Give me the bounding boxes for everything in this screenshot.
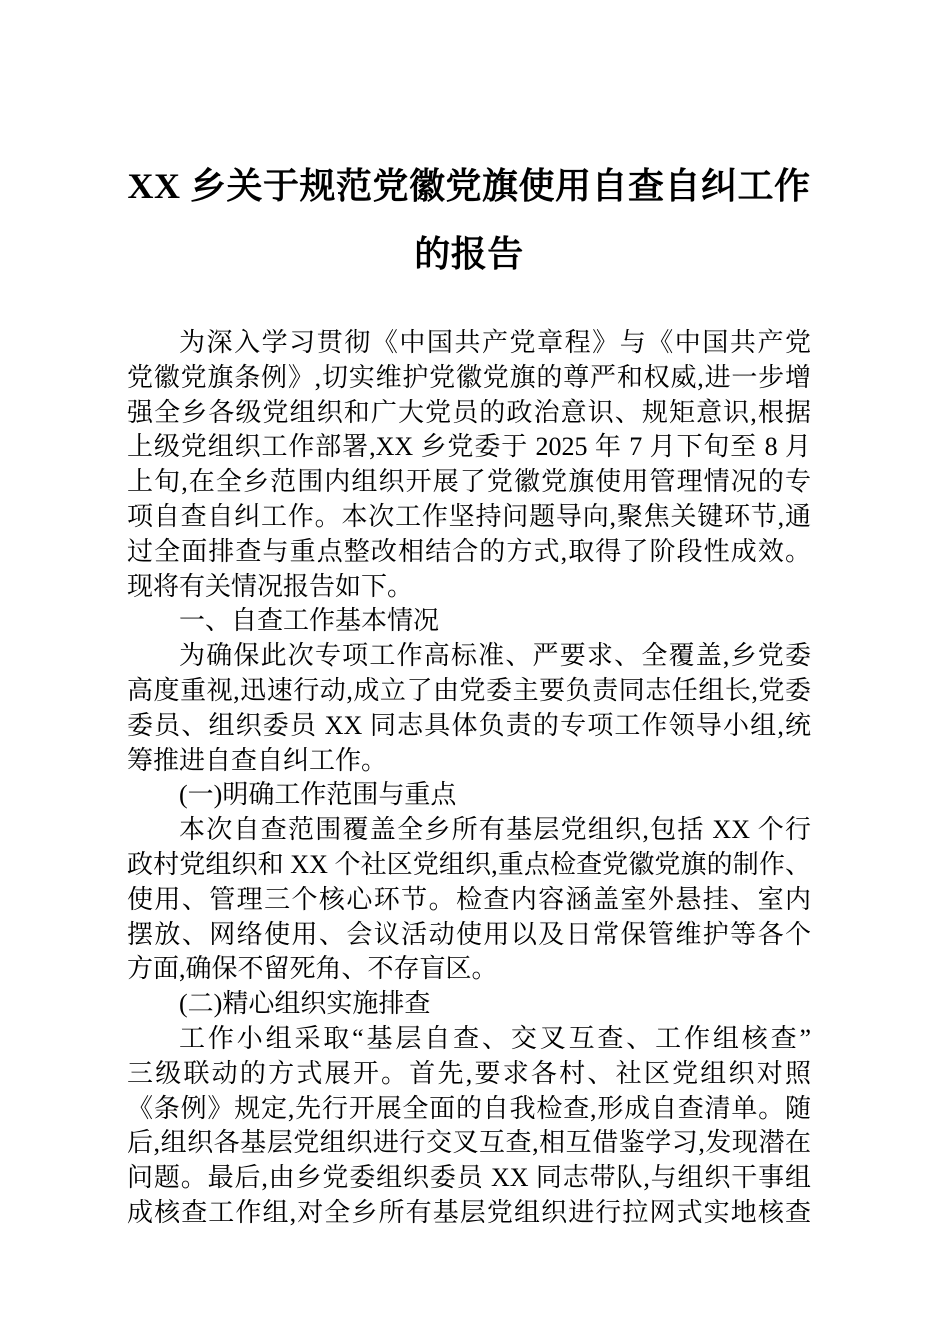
body-line: 筹推进自查自纠工作。 [127,745,388,775]
heading-block [127,987,811,1022]
body-line: 现将有关情况报告如下。 [127,571,414,601]
body-line: 上级党组织工作部署,XX 乡党委于 2025 年 7 月下旬至 8 月 [127,432,811,462]
document-body [127,326,811,1231]
heading-block [127,604,811,639]
body-line: 方面,确保不留死角、不存盲区。 [127,954,498,984]
body-line: 项自查自纠工作。本次工作坚持问题导向,聚焦关键环节,通 [127,501,811,531]
document-title-line-1: XX 乡关于规范党徽党旗使用自查自纠工作 [127,166,811,206]
body-line: 后,组织各基层党组织进行交叉互查,相互借鉴学习,发现潜在 [127,1128,811,1158]
document-title-line-2: 的报告 [414,234,524,274]
body-line: 本次自查范围覆盖全乡所有基层党组织,包括 XX 个行 [179,815,811,845]
body-line: 工作小组采取“基层自查、交叉互查、工作组核查” [179,1023,811,1053]
body-line: 成核查工作组,对全乡所有基层党组织进行拉网式实地核查 [127,1197,811,1227]
heading-line: (一)明确工作范围与重点 [179,780,457,810]
body-line: 上旬,在全乡范围内组织开展了党徽党旗使用管理情况的专 [127,467,811,497]
body-line: 党徽党旗条例》,切实维护党徽党旗的尊严和权威,进一步增 [127,362,811,392]
body-line: 过全面排查与重点整改相结合的方式,取得了阶段性成效。 [127,536,811,566]
document-title [127,152,811,288]
paragraph-block [127,326,811,604]
paragraph-block [127,813,811,987]
body-line: 为深入学习贯彻《中国共产党章程》与《中国共产党 [179,328,811,357]
body-line: 《条例》规定,先行开展全面的自我检查,形成自查清单。随 [127,1093,811,1123]
body-line: 摆放、网络使用、会议活动使用以及日常保管维护等各个 [127,919,811,949]
heading-line: (二)精心组织实施排查 [179,989,431,1019]
body-line: 政村党组织和 XX 个社区党组织,重点检查党徽党旗的制作、 [127,849,811,879]
body-line: 委员、组织委员 XX 同志具体负责的专项工作领导小组,统 [127,710,811,740]
body-line: 使用、管理三个核心环节。检查内容涵盖室外悬挂、室内 [127,884,811,914]
body-line: 三级联动的方式展开。首先,要求各村、社区党组织对照 [127,1058,811,1088]
body-line: 强全乡各级党组织和广大党员的政治意识、规矩意识,根据 [127,397,811,427]
paragraph-block [127,639,811,778]
body-line: 问题。最后,由乡党委组织委员 XX 同志带队,与组织干事组 [127,1163,811,1193]
heading-block [127,778,811,813]
body-line: 为确保此次专项工作高标准、严要求、全覆盖,乡党委 [179,641,811,671]
heading-line: 一、自查工作基本情况 [179,606,440,636]
body-line: 高度重视,迅速行动,成立了由党委主要负责同志任组长,党委 [127,675,811,705]
paragraph-block [127,1022,811,1231]
